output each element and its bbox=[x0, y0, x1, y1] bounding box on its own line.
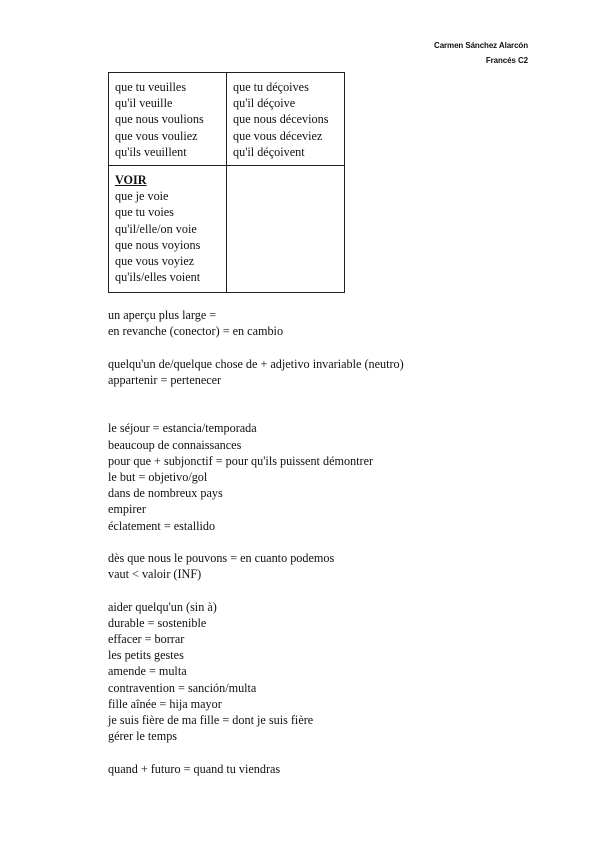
note-line: amende = multa bbox=[108, 664, 187, 679]
verb-title: VOIR bbox=[115, 173, 147, 187]
note-line: je suis fière de ma fille = dont je suis fière bbox=[108, 713, 314, 728]
notes-paragraph bbox=[108, 761, 404, 777]
notes-paragraph bbox=[108, 550, 404, 582]
cell-vouloir-subjunctive bbox=[109, 73, 227, 166]
conjugation-line: qu'ils veuillent bbox=[115, 144, 187, 159]
conjugation-line: que nous voulions bbox=[115, 112, 204, 127]
conjugation-line: que tu voies bbox=[115, 205, 174, 220]
vocabulary-notes bbox=[108, 307, 404, 793]
empty-cell bbox=[227, 166, 345, 293]
conjugation-line: qu'il déçoivent bbox=[233, 144, 305, 159]
note-line: fille aînée = hija mayor bbox=[108, 696, 222, 711]
note-line: pour que + subjonctif = pour qu'ils puissent démontrer bbox=[108, 453, 374, 468]
note-line: gérer le temps bbox=[108, 729, 178, 744]
conjugation-line: que vous voyiez bbox=[115, 254, 195, 269]
conjugation-line: que nous décevions bbox=[233, 112, 329, 127]
page-header bbox=[434, 38, 528, 68]
note-line: effacer = borrar bbox=[108, 632, 185, 646]
note-line: en revanche (conector) = en cambio bbox=[108, 324, 284, 339]
table-row bbox=[109, 166, 345, 293]
note-line: un aperçu plus large = bbox=[108, 308, 217, 322]
conjugation-line: que vous vouliez bbox=[115, 128, 198, 143]
conjugation-line: qu'ils/elles voient bbox=[115, 270, 201, 285]
note-line: quand + futuro = quand tu viendras bbox=[108, 761, 281, 776]
note-line: le but = objetivo/gol bbox=[108, 470, 208, 484]
note-line: vaut < valoir (INF) bbox=[108, 567, 202, 582]
course-level: Francés C2 bbox=[485, 56, 528, 65]
cell-voir-subjunctive bbox=[109, 166, 227, 293]
conjugation-line: que nous voyions bbox=[115, 237, 201, 252]
notes-paragraph bbox=[108, 599, 404, 745]
note-line: dans de nombreux pays bbox=[108, 486, 223, 501]
conjugation-line: que tu déçoives bbox=[233, 80, 309, 94]
conjugation-line: que tu veuilles bbox=[115, 80, 187, 94]
conjugation-line: qu'il déçoive bbox=[233, 96, 296, 111]
conjugation-table bbox=[108, 72, 345, 293]
notes-paragraph bbox=[108, 356, 404, 388]
note-line: aider quelqu'un (sin à) bbox=[108, 599, 217, 614]
author-name: Carmen Sánchez Alarcón bbox=[434, 41, 528, 50]
note-line: les petits gestes bbox=[108, 648, 184, 663]
conjugation-line: que je voie bbox=[115, 189, 169, 204]
note-line: le séjour = estancia/temporada bbox=[108, 421, 257, 436]
conjugation-line: qu'il veuille bbox=[115, 96, 173, 111]
note-line: empirer bbox=[108, 502, 146, 517]
note-line: contravention = sanción/multa bbox=[108, 680, 257, 695]
notes-paragraph bbox=[108, 420, 404, 533]
note-line: beaucoup de connaissances bbox=[108, 437, 242, 452]
conjugation-line: qu'il/elle/on voie bbox=[115, 221, 197, 236]
cell-decevoir-subjunctive bbox=[227, 73, 345, 166]
note-line: quelqu'un de/quelque chose de + adjetivo invariable (neutro) bbox=[108, 356, 404, 371]
notes-paragraph bbox=[108, 307, 404, 339]
note-line: éclatement = estallido bbox=[108, 518, 216, 533]
note-line: appartenir = pertenecer bbox=[108, 372, 222, 387]
note-line: durable = sostenible bbox=[108, 615, 207, 630]
conjugation-line: que vous déceviez bbox=[233, 128, 323, 143]
table-row bbox=[109, 73, 345, 166]
note-line: dès que nous le pouvons = en cuanto podemos bbox=[108, 551, 335, 565]
